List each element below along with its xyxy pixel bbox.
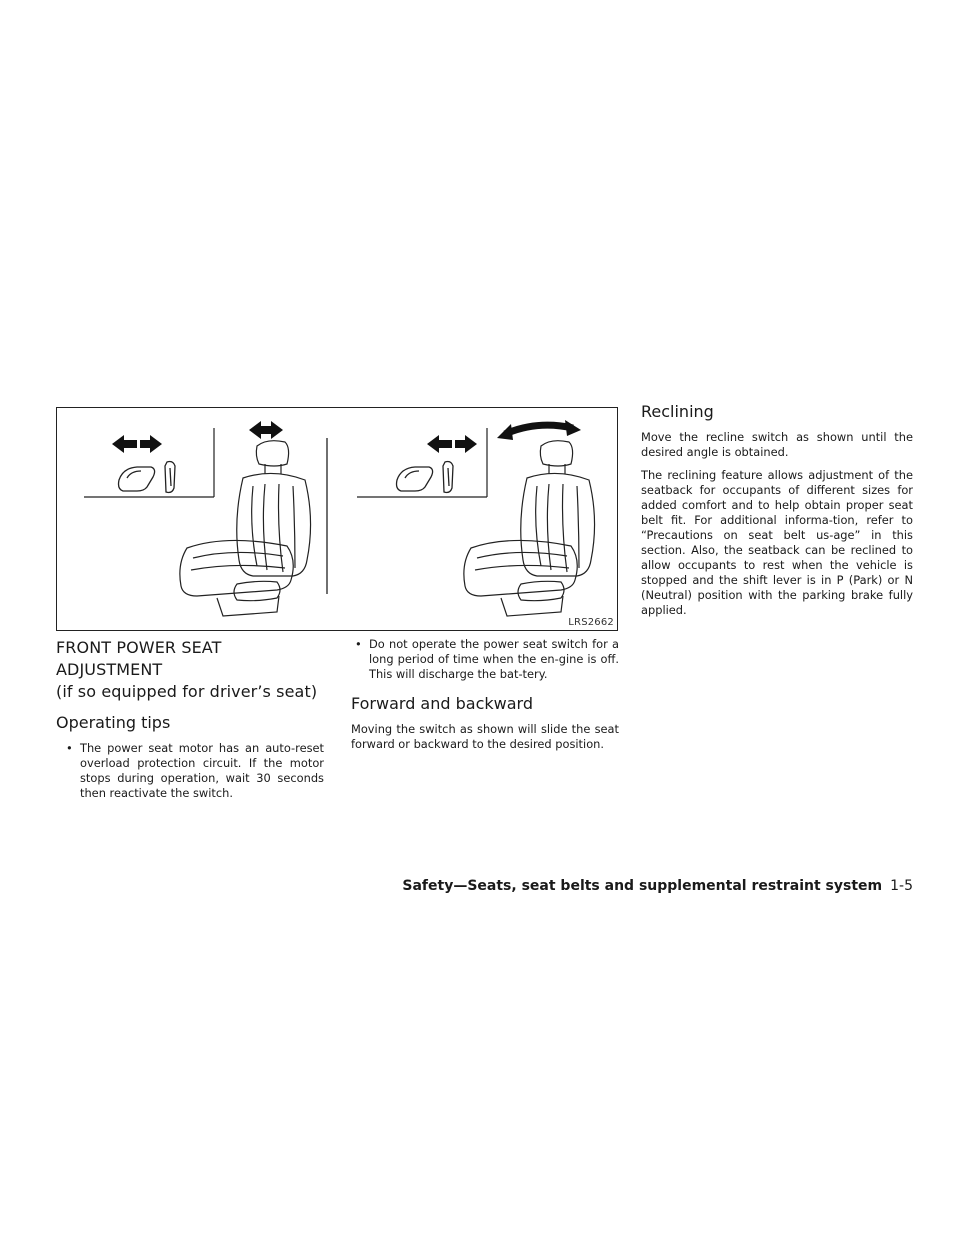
forward-backward-text: Moving the switch as shown will slide the seat forward or backward to the desired position. xyxy=(351,722,619,751)
reclining-paragraph-2: The reclining feature allows adjustment of the seatback for occupants of different sizes for added comfort and to help obtain proper seat belt fit. For additional informa-tion, refer to “Precautions on seat belt us-age” in this section. Also, the seatback can be reclined to allow occupants to rest when the vehicle is stopped and the shift lever is in P (Park) or N (Neutral) position with the parking brake fully applied. xyxy=(641,468,913,617)
seat-drawing xyxy=(464,441,595,616)
horizontal-double-arrow-icon xyxy=(427,435,477,453)
footer-section-title: Safety—Seats, seat belts and supplemental restraint system xyxy=(402,878,883,894)
reclining-heading: Reclining xyxy=(641,402,714,421)
seat-adjustment-figure xyxy=(56,407,618,631)
bullet-text: The power seat motor has an auto-reset overload protection circuit. If the motor stops during operation, wait 30 seconds then reactivate the switch. xyxy=(80,741,324,800)
seat-switch-icon xyxy=(397,462,454,493)
headrest-slide-arrow-icon xyxy=(249,421,283,439)
forward-backward-heading: Forward and backward xyxy=(351,694,533,713)
figure-label: LRS2662 xyxy=(568,617,614,628)
bullet-text: Do not operate the power seat switch for a long period of time when the en-gine is off. This will discharge the bat-tery. xyxy=(369,637,619,681)
section-heading-line2: (if so equipped for driver’s seat) xyxy=(56,682,318,701)
page-number: 1-5 xyxy=(890,878,913,894)
seat-switch-icon xyxy=(119,462,176,493)
column-1 xyxy=(56,637,324,801)
forward-backward-panel xyxy=(84,421,311,616)
section-heading xyxy=(56,637,324,703)
page-footer xyxy=(402,878,913,894)
bullet-dot: • xyxy=(355,637,362,651)
reclining-paragraph-1: Move the recline switch as shown until the desired angle is obtained. xyxy=(641,430,913,459)
column-3 xyxy=(641,402,913,626)
recline-panel xyxy=(357,420,595,616)
bullet-dot: • xyxy=(66,741,73,755)
operating-tips-list xyxy=(56,741,324,801)
horizontal-double-arrow-icon xyxy=(112,435,162,453)
seat-adjustment-illustration xyxy=(57,408,619,632)
seat-drawing xyxy=(180,441,311,616)
section-heading-line1: FRONT POWER SEAT ADJUSTMENT xyxy=(56,638,222,679)
operating-tips-list-continued xyxy=(351,637,619,682)
operating-tips-heading: Operating tips xyxy=(56,713,171,732)
list-item xyxy=(351,637,619,682)
recline-curved-arrow-icon xyxy=(497,420,581,440)
column-2 xyxy=(351,637,619,760)
list-item xyxy=(62,741,324,801)
